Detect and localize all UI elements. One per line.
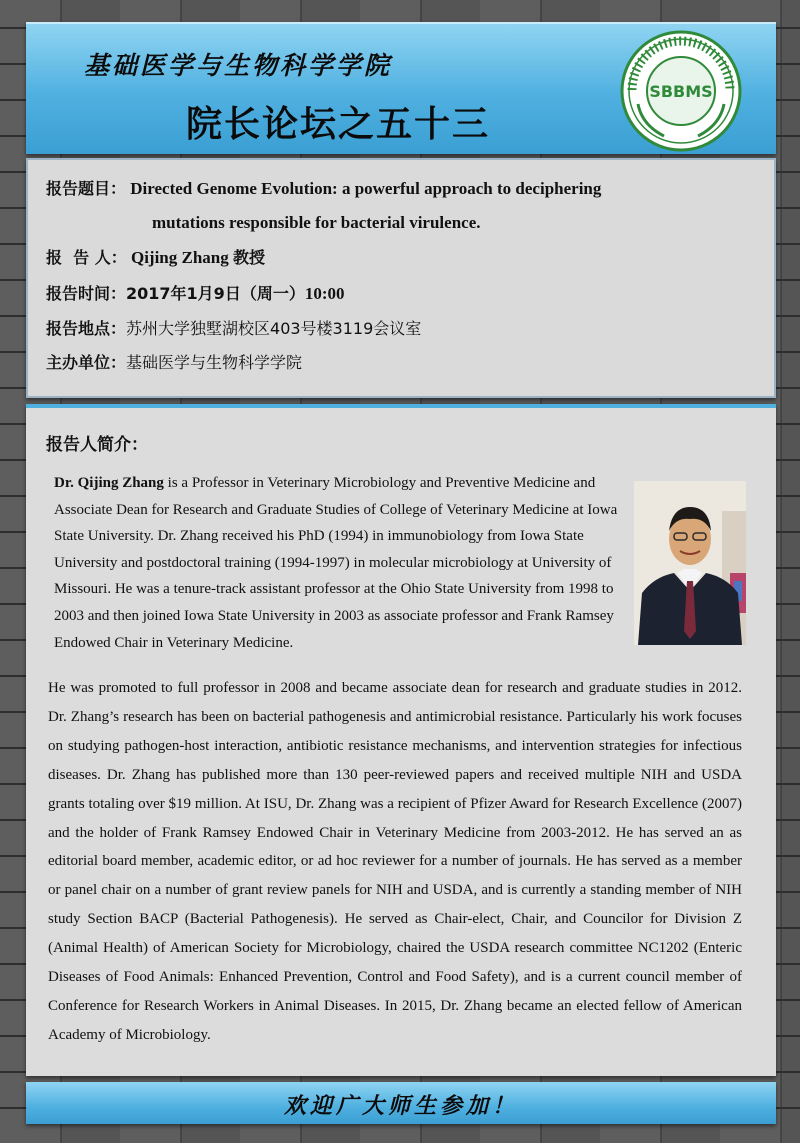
footer-banner <box>26 1082 776 1124</box>
forum-title: 院长论坛之五十三 <box>186 103 491 145</box>
location-label: 报告地点： <box>46 319 127 338</box>
header-banner <box>26 22 776 154</box>
school-seal-logo <box>620 30 742 152</box>
speaker-title: 教授 <box>233 248 266 267</box>
lecture-info-box <box>26 158 776 398</box>
location-row <box>46 318 421 340</box>
bio-heading: 报告人简介： <box>46 435 148 455</box>
time-row <box>46 283 345 305</box>
topic-line-2: mutations responsible for bacterial virulence. <box>152 213 481 232</box>
school-name: 基础医学与生物科学学院 <box>84 51 393 80</box>
speaker-bio-section <box>26 404 776 1076</box>
bio-speaker-name: Dr. Qijing Zhang <box>54 475 164 491</box>
host-label: 主办单位： <box>46 353 127 372</box>
speaker-label: 报 告 人： <box>46 248 127 267</box>
bio-intro-text: is a Professor in Veterinary Microbiology and Preventive Medicine and Associate Dean for Research and Graduate Studies of College of Veterinary Medicine at Iowa State University. Dr. Zhang received his PhD (1994) in immunobiology from Iowa State University and postdoctoral training (1994-1997) in molecular microbiology at University of Missouri. He was a tenure-track assistant professor at the Ohio State University from 1998 to 2003 and then joined Iowa State University in 2003 as associate professor and Frank Ramsey Endowed Chair in Veterinary Medicine. <box>54 475 618 651</box>
welcome-message: 欢迎广大师生参加！ <box>283 1093 518 1119</box>
speaker-photo <box>634 481 746 645</box>
time-label: 报告时间： <box>46 284 127 303</box>
time-hour: 10:00 <box>304 284 345 303</box>
topic-line-1: Directed Genome Evolution: a powerful approach to deciphering <box>130 179 602 198</box>
location-value: 苏州大学独墅湖校区403号楼3119会议室 <box>126 319 422 338</box>
host-row <box>46 352 302 374</box>
speaker-name: Qijing Zhang <box>130 248 229 267</box>
host-value: 基础医学与生物科学学院 <box>126 353 303 372</box>
bio-intro-paragraph <box>54 470 634 656</box>
topic-row-2 <box>152 212 481 234</box>
topic-label: 报告题目： <box>46 179 127 198</box>
speaker-row <box>46 247 265 269</box>
time-date: 2017年1月9日（周一） <box>126 284 305 303</box>
logo-initials: SBBMS <box>649 82 713 101</box>
bio-main-paragraph: He was promoted to full professor in 2008 and became associate dean for research and graduate studies in 2012. Dr. Zhang’s research has been on bacterial pathogenesis and antimicrobial resistance. Particularly his work focuses on studying pathogen-host interaction, antibiotic resistance mechanisms, and intervention strategies for infectious diseases. Dr. Zhang has published more than 130 peer-reviewed papers and received multiple NIH and USDA grants totaling over $19 million. At ISU, Dr. Zhang was a recipient of Pfizer Award for Research Excellence (2007) and the holder of Frank Ramsey Endowed Chair in Veterinary Medicine from 2003-2012. He has served an as editorial board member, academic editor, or ad hoc reviewer for a number of journals. He has served as a member or panel chair on a number of grant review panels for NIH and USDA, and is currently a standing member of NIH study Section BACP (Bacterial Pathogenesis). He served as Chair-elect, Chair, and Councilor for Division Z (Animal Health) of American Society for Microbiology, chaired the USDA research committee NC1202 (Enteric Diseases of Food Animals: Enhanced Prevention, Control and Food Safety), and is a current council member of Conference for Research Workers in Animal Diseases. In 2015, Dr. Zhang became an elected fellow of American Academy of Microbiology. <box>48 680 742 1043</box>
topic-row <box>46 178 601 200</box>
